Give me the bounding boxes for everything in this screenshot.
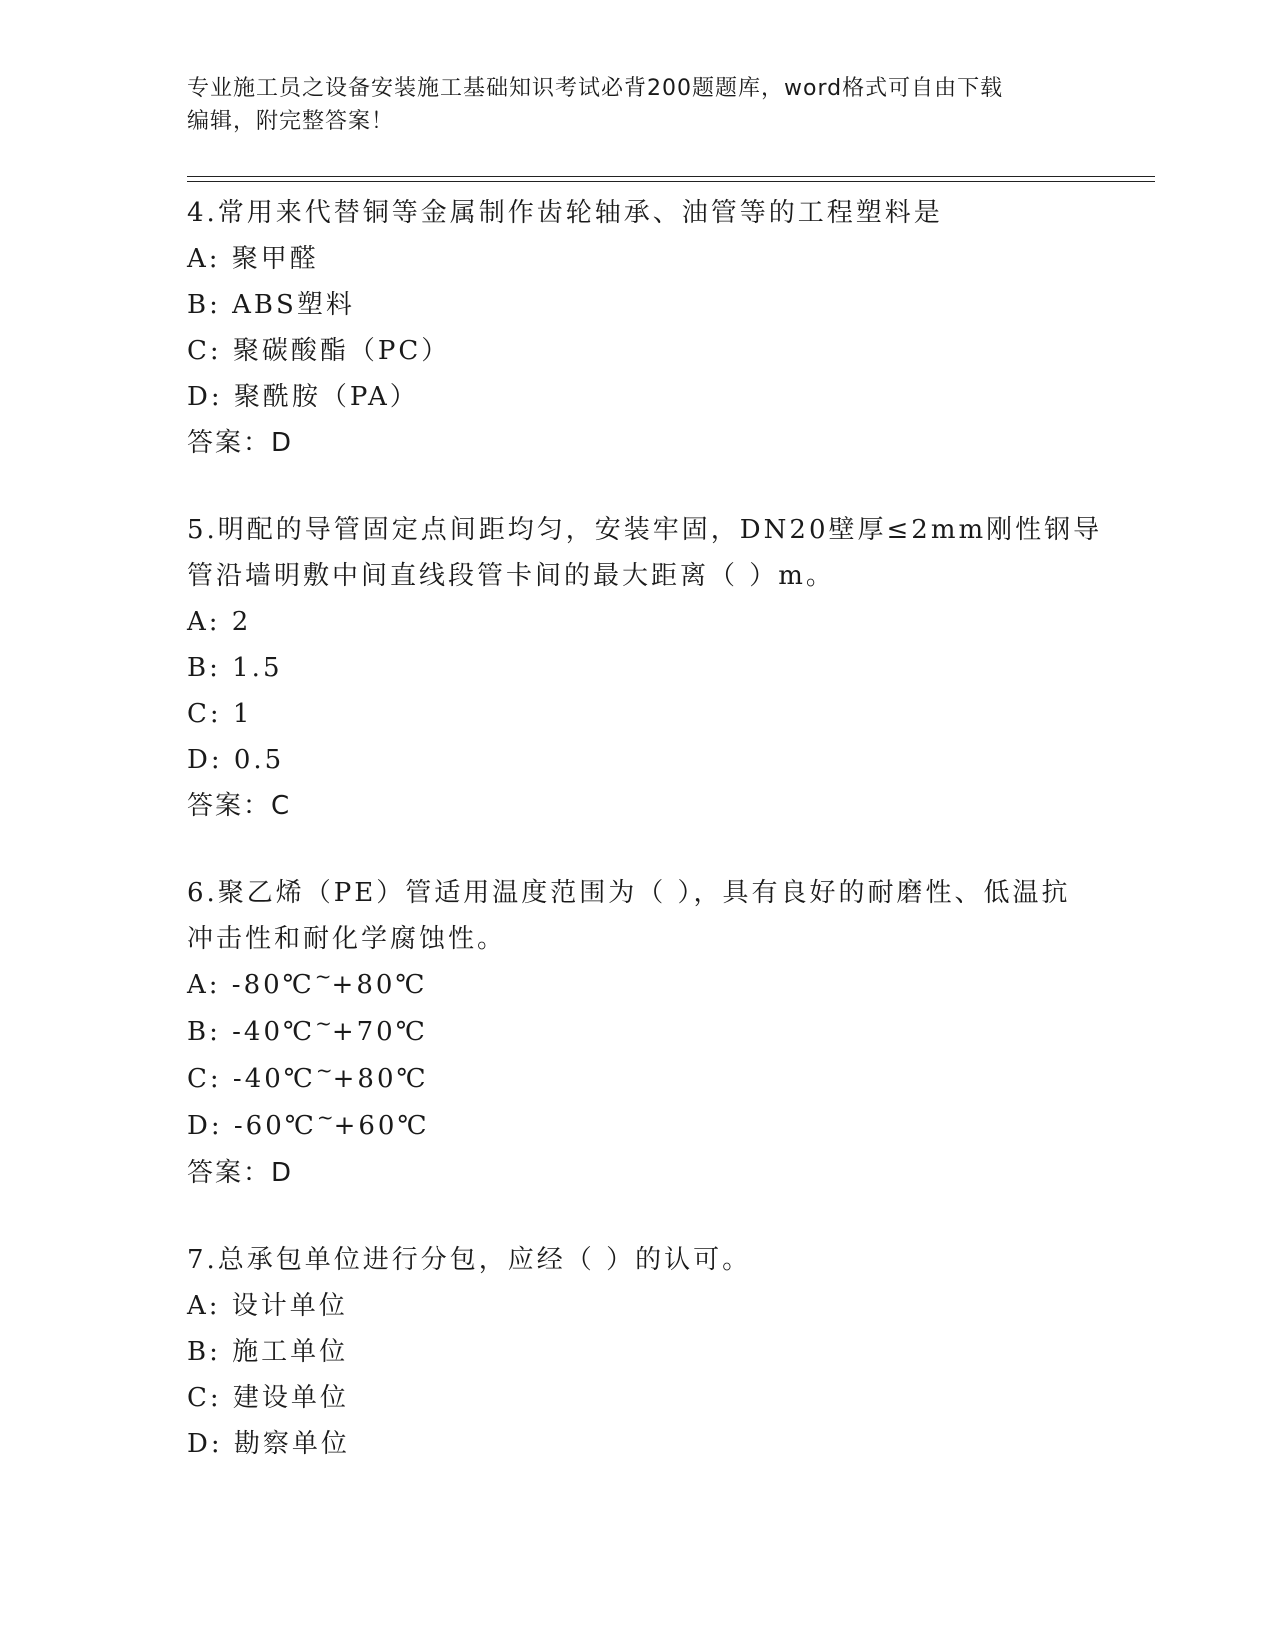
range-end: +60℃ [333,1111,430,1141]
header-divider-top [187,176,1155,177]
range-end: +70℃ [331,1017,428,1047]
option-a: A: 2 [187,607,252,637]
option-d [187,1103,1117,1150]
header-divider-bottom [187,181,1155,182]
header-line-1: 专业施工员之设备安装施工基础知识考试必背200题题库，word格式可自由下载 [187,76,1004,101]
option-a: A: 聚甲醛 [187,244,319,274]
question-stem: 7.总承包单位进行分包，应经（ ）的认可。 [187,1245,752,1275]
range-start: D: -60℃ [187,1111,317,1141]
document-header [187,72,1087,138]
question-stem-line-1: 5.明配的导管固定点间距均匀，安装牢固，DN20壁厚≤2mm刚性钢导 [187,515,1103,545]
answer-label: 答案：D [187,1158,294,1188]
option-b: B: 1.5 [187,653,283,683]
header-line-2: 编辑，附完整答案！ [187,109,395,134]
option-b: B: ABS塑料 [187,290,355,320]
question-6 [187,870,1117,1196]
option-d: D: 0.5 [187,745,285,775]
question-stem-line-1: 6.聚乙烯（PE）管适用温度范围为（ ），具有良好的耐磨性、低温抗 [187,878,1071,908]
range-tilde: ~ [315,1011,332,1035]
question-stem: 4.常用来代替铜等金属制作齿轮轴承、油管等的工程塑料是 [187,198,943,228]
answer-label: 答案：C [187,791,292,821]
question-stem-line-2: 冲击性和耐化学腐蚀性。 [187,924,507,954]
option-c: C: 1 [187,699,253,729]
range-tilde: ~ [314,964,332,988]
question-list [187,190,1117,1508]
question-4 [187,190,1117,466]
range-tilde: ~ [316,1105,334,1129]
range-tilde: ~ [315,1058,333,1082]
range-start: B: -40℃ [187,1017,316,1047]
range-start: C: -40℃ [187,1064,316,1094]
option-b: B: 施工单位 [187,1337,349,1367]
answer-label: 答案：D [187,428,294,458]
range-end: +80℃ [332,1064,429,1094]
option-d: D: 勘察单位 [187,1429,350,1459]
option-c: C: 聚碳酸酯（PC） [187,336,451,366]
option-a: A: 设计单位 [187,1291,348,1321]
question-5 [187,507,1117,829]
question-stem-line-2: 管沿墙明敷中间直线段管卡间的最大距离（ ）m。 [187,561,835,591]
range-end: +80℃ [331,970,428,1000]
question-7 [187,1237,1117,1467]
option-c: C: 建设单位 [187,1383,349,1413]
option-d: D: 聚酰胺（PA） [187,382,419,412]
range-start: A: -80℃ [187,970,315,1000]
